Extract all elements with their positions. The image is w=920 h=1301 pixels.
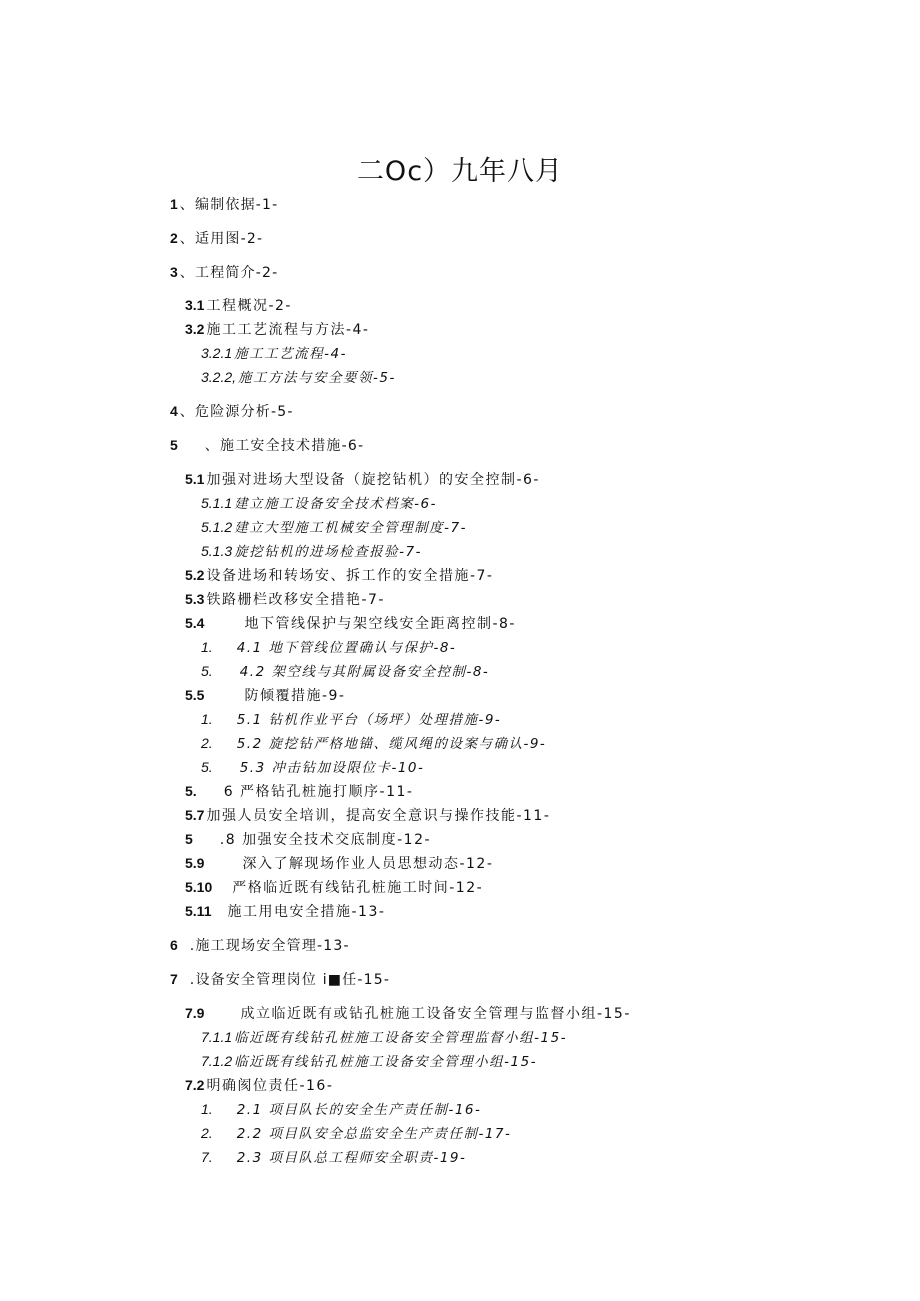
toc-entry-number: 5: [185, 831, 193, 847]
toc-entry-title: 建立大型施工机械安全管理制度-7-: [234, 520, 467, 536]
toc-entry[interactable]: [201, 493, 437, 513]
toc-entry-number: 1.: [201, 1101, 213, 1117]
toc-entry-title: 设备进场和转场安、拆工作的安全措施-7-: [206, 568, 494, 584]
toc-entry[interactable]: [201, 661, 489, 681]
toc-entry[interactable]: [170, 401, 294, 421]
toc-entry-title: 深入了解现场作业人员思想动态-12-: [242, 856, 494, 872]
toc-entry-number: 3.1: [185, 297, 205, 313]
toc-entry[interactable]: [185, 853, 493, 873]
toc-entry[interactable]: [201, 709, 501, 729]
toc-entry-number: 5.11: [185, 903, 212, 919]
toc-entry-title: 明确阂位责任-16-: [206, 1078, 334, 1094]
toc-entry-number: 7.: [201, 1149, 213, 1165]
toc-entry-number: 7.9: [185, 1005, 205, 1021]
toc-entry[interactable]: [201, 1099, 481, 1119]
toc-entry-title: 成立临近既有或钻孔桩施工设备安全管理与监督小组-15-: [240, 1006, 631, 1022]
toc-entry[interactable]: [201, 1051, 537, 1071]
toc-entry-title: 5.1 钻机作业平台（场坪）处理措施-9-: [236, 712, 502, 728]
toc-entry-number: 2.: [201, 735, 213, 751]
toc-entry[interactable]: [170, 262, 278, 282]
toc-entry-number: 5.7: [185, 807, 205, 823]
toc-entry-number: 7: [170, 971, 178, 987]
toc-entry[interactable]: [185, 469, 540, 489]
toc-entry-title: 铁路栅栏改移安全措艳-7-: [206, 592, 385, 608]
toc-entry-number: 3: [170, 264, 178, 280]
toc-entry-title: 施工方法与安全要领-5-: [238, 370, 396, 386]
toc-entry-title: 、适用图-2-: [179, 231, 264, 247]
toc-entry-number: 5.: [201, 759, 213, 775]
toc-entry-title: 、工程简介-2-: [179, 265, 279, 281]
toc-entry-number: 5.1: [185, 471, 205, 487]
toc-entry[interactable]: [201, 757, 424, 777]
toc-entry-title: 工程概况-2-: [206, 298, 292, 314]
toc-entry-number: 2: [170, 230, 178, 246]
toc-entry[interactable]: [185, 589, 385, 609]
toc-entry-number: 1.: [201, 639, 213, 655]
date-heading: 二Oc）九年八月: [356, 156, 564, 187]
toc-entry-title: 、危险源分析-5-: [179, 404, 294, 420]
toc-entry-number: 5.1.1: [201, 495, 233, 511]
toc-entry-title: 4.2 架空线与其附属设备安全控制-8-: [239, 664, 490, 680]
toc-entry[interactable]: [201, 1147, 466, 1167]
toc-entry-number: 5.4: [185, 615, 205, 631]
toc-entry-title: 5.3 冲击钻加设限位卡-10-: [239, 760, 425, 776]
toc-entry-title: 临近既有线钻孔桩施工设备安全管理监督小组-15-: [234, 1030, 568, 1046]
toc-entry[interactable]: [201, 343, 347, 363]
toc-entry-number: 3.2.2,: [201, 369, 237, 385]
toc-entry[interactable]: [185, 781, 413, 801]
toc-entry-number: 5.: [201, 663, 213, 679]
toc-entry[interactable]: [185, 1003, 631, 1023]
toc-entry-title: .8 加强安全技术交底制度-12-: [219, 832, 432, 848]
toc-entry[interactable]: [201, 733, 546, 753]
toc-entry-title: 施工工艺流程-4-: [234, 346, 347, 362]
toc-entry-number: 1.: [201, 711, 213, 727]
toc-entry-number: 5.1.2: [201, 519, 233, 535]
toc-entry-title: 地下管线保护与架空线安全距离控制-8-: [244, 616, 516, 632]
toc-entry[interactable]: [185, 901, 385, 921]
toc-entry-number: 1: [170, 196, 178, 212]
toc-entry-number: 5.5: [185, 687, 205, 703]
toc-entry-title: 加强人员安全培训，提高安全意识与操作技能-11-: [206, 808, 551, 824]
toc-entry-number: 5.: [185, 783, 197, 799]
toc-entry[interactable]: [170, 228, 263, 248]
toc-entry-title: 、施工安全技术措施-6-: [204, 438, 365, 454]
toc-entry-title: 2.2 项目队安全总监安全生产责任制-17-: [236, 1126, 512, 1142]
toc-entry-title: 旋挖钻机的进场检查报验-7-: [234, 544, 422, 560]
toc-entry-title: 、编制依据-1-: [179, 197, 279, 213]
toc-entry-number: 5.10: [185, 879, 213, 895]
toc-entry[interactable]: [201, 541, 422, 561]
toc-entry[interactable]: [201, 637, 456, 657]
toc-entry[interactable]: [170, 194, 278, 214]
toc-entry[interactable]: [185, 685, 345, 705]
toc-entry[interactable]: [170, 935, 350, 955]
toc-entry-title: 建立施工设备安全技术档案-6-: [234, 496, 437, 512]
toc-entry[interactable]: [201, 1027, 567, 1047]
toc-entry-title: 6 严格钻孔桩施打顺序-11-: [223, 784, 414, 800]
toc-entry-number: 7.1.1: [201, 1029, 233, 1045]
toc-entry[interactable]: [185, 1075, 333, 1095]
toc-entry[interactable]: [185, 613, 516, 633]
toc-entry-number: 2.: [201, 1125, 213, 1141]
toc-entry-number: 3.2: [185, 321, 205, 337]
toc-entry-number: 5.1.3: [201, 543, 233, 559]
toc-entry[interactable]: [170, 435, 364, 455]
toc-entry-title: 2.3 项目队总工程师安全职责-19-: [236, 1150, 467, 1166]
toc-entry[interactable]: [185, 805, 550, 825]
toc-entry[interactable]: [185, 295, 292, 315]
toc-entry-number: 5.2: [185, 567, 205, 583]
toc-entry-title: 加强对进场大型设备（旋挖钻机）的安全控制-6-: [206, 472, 540, 488]
toc-entry-number: 4: [170, 403, 178, 419]
toc-entry[interactable]: [185, 829, 431, 849]
toc-entry-title: 4.1 地下管线位置确认与保护-8-: [236, 640, 457, 656]
toc-entry-title: .施工现场安全管理-13-: [189, 938, 350, 954]
toc-entry[interactable]: [201, 367, 396, 387]
toc-entry-number: 5.3: [185, 591, 205, 607]
toc-entry-title: 2.1 项目队长的安全生产责任制-16-: [236, 1102, 482, 1118]
toc-entry-number: 3.2.1: [201, 345, 233, 361]
toc-entry-title: 防倾覆措施-9-: [244, 688, 346, 704]
toc-entry-title: .设备安全管理岗位 i■任-15-: [189, 972, 391, 988]
toc-entry-number: 5.9: [185, 855, 205, 871]
toc-entry-title: 施工工艺流程与方法-4-: [206, 322, 370, 338]
toc-entry-number: 7.1.2: [201, 1053, 233, 1069]
toc-entry[interactable]: [185, 877, 483, 897]
toc-entry[interactable]: [201, 517, 467, 537]
toc-entry[interactable]: [185, 565, 493, 585]
toc-entry[interactable]: [185, 319, 369, 339]
toc-entry-title: 临近既有线钻孔桩施工设备安全管理小组-15-: [234, 1054, 538, 1070]
toc-entry-number: 7.2: [185, 1077, 205, 1093]
toc-entry[interactable]: [201, 1123, 511, 1143]
toc-entry-title: 严格临近既有线钻孔桩施工时间-12-: [232, 880, 484, 896]
toc-entry-title: 施工用电安全措施-13-: [227, 904, 386, 920]
toc-entry-number: 6: [170, 937, 178, 953]
toc-entry[interactable]: [170, 969, 390, 989]
toc-entry-number: 5: [170, 437, 178, 453]
toc-entry-title: 5.2 旋挖钻严格地锚、缆风绳的设案与确认-9-: [236, 736, 547, 752]
